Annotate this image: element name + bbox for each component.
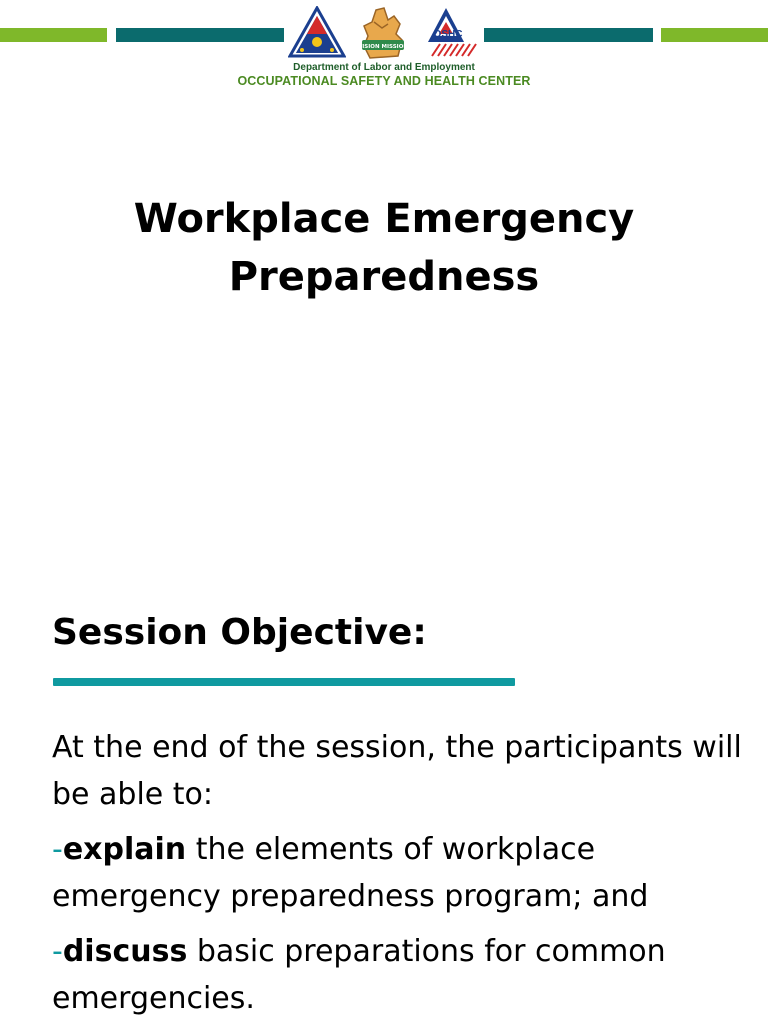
- item-text: the elements of workplace emergency preparedness program; and: [52, 832, 649, 914]
- item-dash: -: [52, 832, 63, 867]
- objective-intro: At the end of the session, the participants will be able to:: [52, 730, 742, 812]
- header-bar-teal-right: [484, 28, 653, 42]
- slide-title-line2: Preparedness: [228, 254, 540, 300]
- slide-title: [60, 190, 708, 306]
- item-keyword: discuss: [62, 934, 188, 969]
- org-department-name: Department of Labor and Employment: [293, 62, 475, 73]
- oshc-logo-icon: [424, 6, 480, 58]
- objective-body: [52, 724, 742, 1022]
- org-center-name: OCCUPATIONAL SAFETY AND HEALTH CENTER: [237, 74, 531, 88]
- slide-title-line1: Workplace Emergency: [133, 196, 635, 242]
- item-dash: -: [52, 934, 63, 969]
- section-heading: Session Objective:: [52, 612, 427, 653]
- header-bar-green-left: [0, 28, 107, 42]
- section-underline: [53, 678, 515, 686]
- header-bar-green-right: [661, 28, 768, 42]
- item-text: basic preparations for common emergencies.: [52, 934, 666, 1016]
- item-keyword: explain: [62, 832, 187, 867]
- svg-text:VISION MISSION: VISION MISSION: [358, 44, 408, 50]
- header-logos: [288, 6, 480, 62]
- svg-text:OSHC: OSHC: [433, 29, 463, 40]
- objective-item-discuss: [52, 928, 742, 1022]
- objective-item-explain: [52, 826, 742, 920]
- header-bar-teal-left: [116, 28, 284, 42]
- vision-mission-badge-icon: [358, 6, 408, 62]
- dole-seal-icon: [288, 6, 346, 58]
